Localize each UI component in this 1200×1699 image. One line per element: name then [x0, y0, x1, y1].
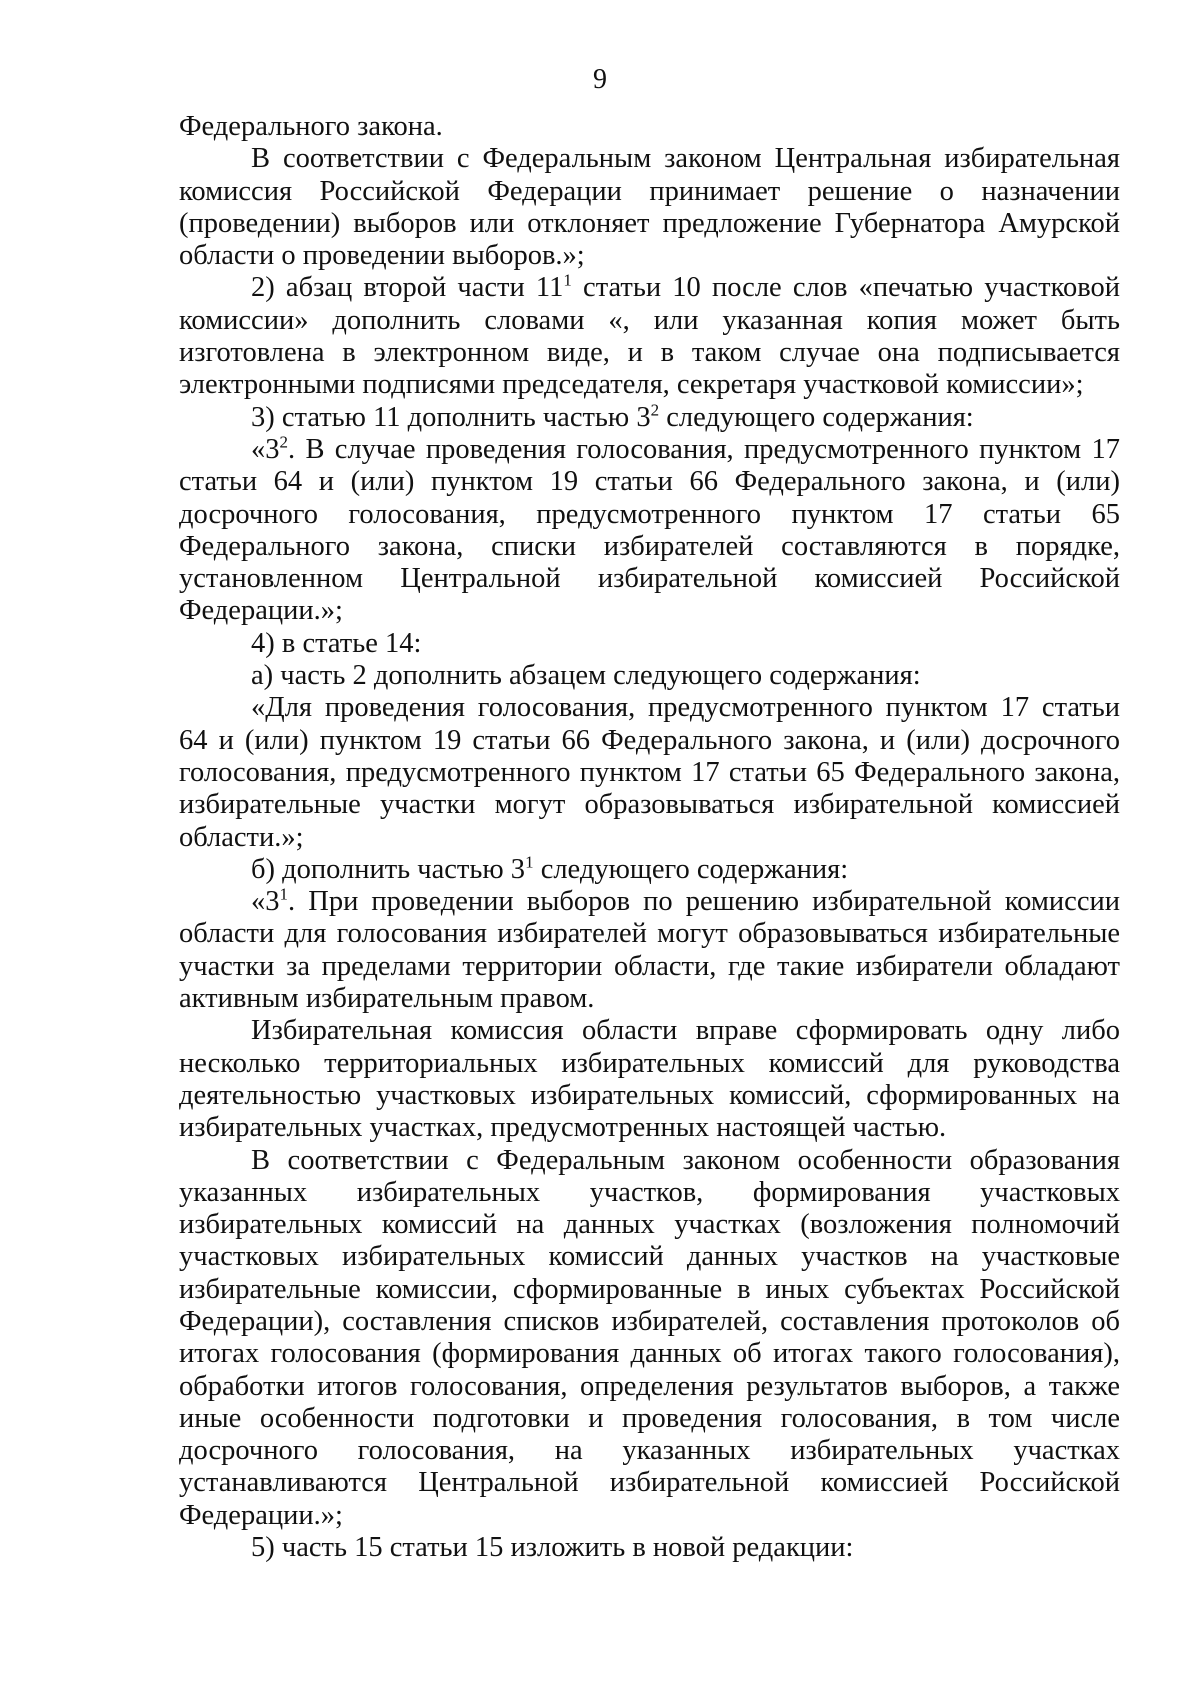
paragraph-p10 — [179, 886, 1120, 1015]
paragraph-text: «Для проведения голосования, предусмотренного пунктом 17 статьи 64 и (или) пунктом 19 статьи 66 Федерального закона, и (или) досрочного голосования, предусмотренного пунктом 17 статьи 65 Федерального закона, избирательные участки могут образовываться избирательной комиссией области.»; — [179, 692, 1120, 853]
paragraph-text: следующего содержания: — [533, 853, 849, 885]
paragraph-p02 — [179, 143, 1120, 272]
paragraph-text: 4) в статье 14: — [251, 627, 422, 659]
paragraph-text: Федерального закона. — [179, 111, 443, 142]
paragraph-p05 — [179, 434, 1120, 628]
paragraph-text: статьи 10 после слов «печатью участковой комиссии» дополнить словами «, или указанная копия может быть изготовлена в электронном виде, и в таком случае она подписывается электронными подписями председателя, секретаря участковой комиссии»; — [179, 272, 1120, 401]
paragraph-p06 — [179, 628, 1120, 660]
paragraph-p04 — [179, 402, 1120, 434]
superscript-index: 2 — [650, 400, 660, 420]
paragraph-text: В соответствии с Федеральным законом особенности образования указанных избирательных участков, формирования участковых избирательных комиссий на данных участках (возложения полномочий участковых избирательных комиссий данных участков на участковые избирательные комиссии, сформированные в иных субъектах Российской Федерации), составления списков избирателей, составления протоколов об итогах голосования (формирования данных об итогах такого голосования), обработки итогов голосования, определения результатов выборов, а также иные особенности подготовки и проведения голосования, в том числе досрочного голосования, на указанных избирательных участках устанавливаются Центральной избирательной комиссией Российской Федерации.»; — [179, 1144, 1120, 1531]
paragraph-text: следующего содержания: — [659, 401, 974, 433]
paragraph-p07 — [179, 660, 1120, 692]
superscript-index: 1 — [563, 270, 572, 290]
page-number: 9 — [593, 64, 607, 95]
paragraph-text: В соответствии с Федеральным законом Центральная избирательная комиссия Российской Федерации принимает решение о назначении (проведении) выборов или отклоняет предложение Губернатора Амурской области о проведении выборов.»; — [179, 143, 1120, 272]
paragraph-text: 5) часть 15 статьи 15 изложить в новой редакции: — [251, 1532, 854, 1564]
paragraph-text: . При проведении выборов по решению избирательной комиссии области для голосования избирателей могут образовываться избирательные участки за пределами территории области, где такие избиратели обладают активным избирательным правом. — [179, 886, 1120, 1015]
paragraph-p13 — [179, 1532, 1120, 1564]
paragraph-p03 — [179, 272, 1120, 401]
paragraph-p09 — [179, 854, 1120, 886]
paragraph-text: «3 — [251, 433, 280, 465]
paragraph-p01 — [179, 111, 1120, 143]
document-body — [179, 111, 1120, 1564]
paragraph-p11 — [179, 1015, 1120, 1144]
superscript-index: 1 — [279, 884, 288, 904]
superscript-index: 1 — [525, 852, 534, 872]
paragraph-text: . В случае проведения голосования, предусмотренного пунктом 17 статьи 64 и (или) пунктом 19 статьи 66 Федерального закона, и (или) досрочного голосования, предусмотренного пунктом 17 статьи 65 Федерального закона, списки избирателей составляются в порядке, установленном Центральной избирательной комиссией Российской Федерации.»; — [179, 433, 1120, 627]
paragraph-text: Избирательная комиссия области вправе сформировать одну либо несколько территориальных избирательных комиссий для руководства деятельностью участковых избирательных комиссий, сформированных на избирательных участках, предусмотренных настоящей частью. — [179, 1015, 1120, 1144]
paragraph-p08 — [179, 692, 1120, 853]
paragraph-text: 2) абзац второй части 11 — [251, 272, 564, 304]
paragraph-text: 3) статью 11 дополнить частью 3 — [251, 401, 651, 433]
paragraph-text: «3 — [251, 886, 280, 918]
paragraph-text: а) часть 2 дополнить абзацем следующего содержания: — [251, 660, 921, 692]
paragraph-text: б) дополнить частью 3 — [251, 853, 526, 885]
paragraph-p12 — [179, 1145, 1120, 1533]
superscript-index: 2 — [279, 432, 288, 452]
